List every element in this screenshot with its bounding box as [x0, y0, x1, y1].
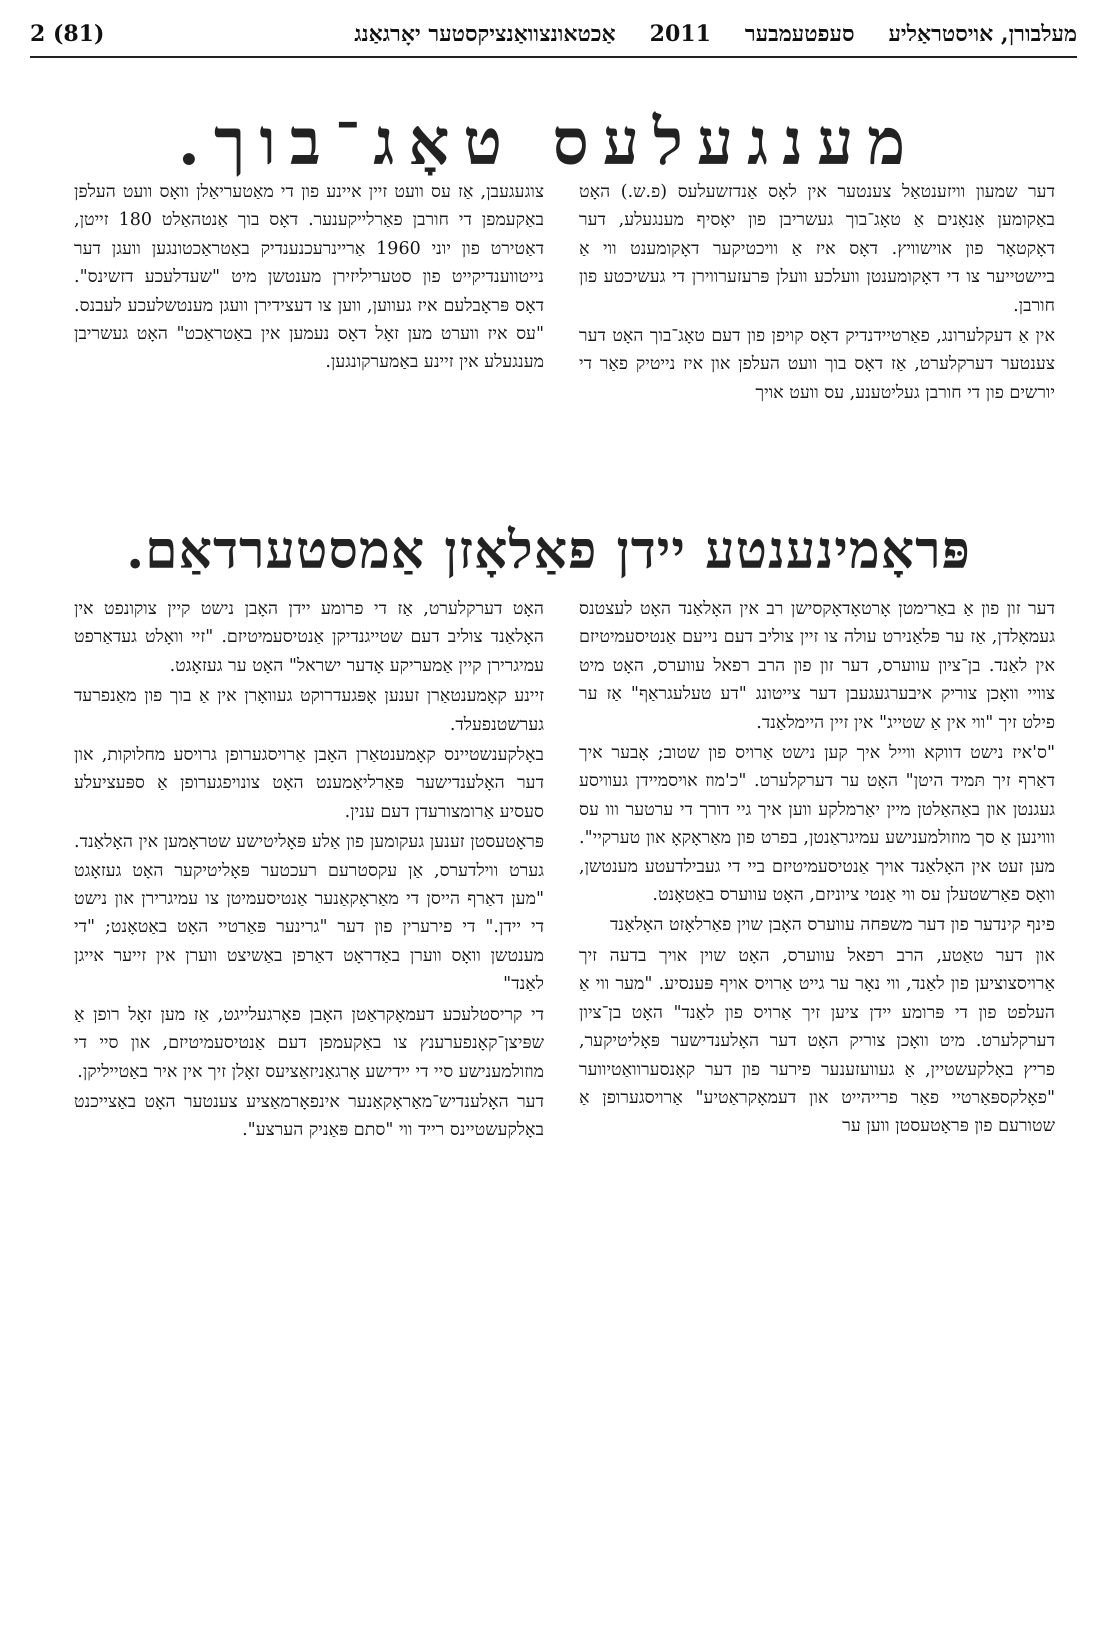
- article2-headline: פּראָמינענטע יידן פאַלאָזן אַמסטערדאַם.: [126, 520, 971, 581]
- running-header: [30, 12, 1077, 58]
- article2-left-paragraph: די קריסטלעכע דעמאָקראַטן האָבן פאָרגעלייגט, אַז מען זאָל רופן אַ שפּיצן־קאָנפערענץ צו באַקעמפן דעם אַנטיסעמיטיזם, און סיי די מוזולמענישע סיי די יידישע אָרגאַניזאַציעס זאָלן זיך אין איר באַטייליקן.: [74, 1004, 544, 1082]
- article2-left-paragraph: פּראָטעסטן זענען געקומען פון אַלע פּאָליטישע שטראָמען אין האָלאַנד. גערט ווילדערס, אַן עקסטרעם רעכטער פּאָליטיקער האָט געזאָגט "מען דאַרף הייסן די מאַראָקאַנער אַנטיסעמיטן צו עמיגרירן און נישט די יידן." די פירערין פון דער "גרינער פּאַרטיי האָט באַטאָנט; "די מענטשן וואָס ווערן באַדראָט דאַרפן באַשיצט ווערן אין זייער אייגן לאַנד": [74, 832, 544, 995]
- header-items: [354, 21, 1077, 47]
- header-year: 2011: [649, 21, 711, 47]
- article2-right-column: [579, 595, 1055, 1595]
- article1-right-column: [579, 178, 1055, 504]
- article1-headline: מענגעלעס טאָג־בוך.: [177, 105, 920, 180]
- article2-left-paragraph: האָט דערקלערט, אַז די פרומע יידן האָבן נישט קיין צוקונפט אין האָלאַנד צוליב דעם שטייגנדיקן אַנטיסעמיטיזם. "זיי וואָלט געדאַרפט עמיגרירן קיין אַמעריקע אָדער ישראל" האָט ער געזאָגט.: [74, 599, 544, 676]
- article2-right-paragraph: און דער טאַטע, הרב רפאל עווערס, האָט שוין אויך בדעה זיך אַרויסצוציען פון לאַנד, ווי נאָר ער גייט אַרויס אויף פּענסיע. "מער ווי אַ העלפט פון די פּרומע יידן ציען זיך אַרויס פון לאַנד" האָט בן־ציון דערקלערט. מיט וואָכן צוריק האָט דער האָלענדישער פּאָליטיקער, פריץ באָלקעשטיין, אַ געוועזענער פירער פון דער קאָנסערוואַטיווער "פאָלקספּאַרטיי פאַר פרייהייט און דעמאָקראַטיע" אַרויסגערופן אַ שטורעם פון פּראָטעסטן ווען ער: [579, 945, 1055, 1137]
- article1-right-paragraph: אין אַ דעקלערונג, פאַרטיידנדיק דאָס קויפן פון דעם טאָג־בוך האָט דער צענטער דערקלערט, אַז דאָס בוך וועט העלפן און איז נייטיק פאַר די יורשים פון די חורבן געליטענע, עס וועט אויך: [579, 326, 1055, 403]
- article2-left-paragraph: דער האָלענדיש־מאַראָקאַנער אינפאָרמאַציע צענטער האָט באַצייכנט באָלקעשטיינס רייד ווי "סתם פּאַניק הערצע".: [74, 1091, 544, 1141]
- header-month: סעפטעמבער: [744, 21, 855, 47]
- article2-left-paragraph: באָלקענשטיינס קאָמענטאַרן האָבן אַרויסגערופן גרויסע מחלוקות, און דער האָלענדישער פּאַרליאַמענט האָט צונויפגערופן אַ ספּעציעלע סעסיע אַרומצורעדן דעם ענין.: [74, 745, 544, 822]
- article1-right-paragraph: דער שמעון וויזענטאַל צענטער אין לאָס אַנדזשעלעס (פ.ש.) האָט באַקומען אַנאָנים אַ טאָג־בוך געשריבן פון יאָסיף מענגעלע, דער דאָקטאָר פון אוישוויץ. דאָס איז אַ וויכטיקער דאָקומענט ווי אַ ביישטייער צו די דאָקומענטן וועלכע וועלן פּרעזערווירן די געשיכטע פון חורבן.: [579, 182, 1055, 316]
- article2-right-paragraph: דער זון פון אַ באַרימטן אָרטאָדאָקסישן רב אין האָלאַנד האָט לעצטנס געמאָלדן, אַז ער פּלאַנירט עולה צו זיין צוליב דעם נייעם אַנטיסעמיטיזם אין לאַנד. בן־ציון עווערס, דער זון פון הרב רפאל עווערס, האָט מיט צוויי וואָכן צוריק איבערגעגעבן דער צייטונג "דע טעלעגראַף" אַז ער פילט זיך "ווי אין אַ שטייג" אין זיין היימלאַנד.: [579, 599, 1055, 733]
- article1-left-paragraph: צוגעגעבן, אַז עס וועט זיין איינע פון די מאַטעריאַלן וואָס וועט העלפן באַקעמפן די חורבן פאַרלייקענער. דאָס בוך אַנטהאַלט 180 זייטן, דאַטירט פון יוני 1960 אַריינרעכנענדיק באַטראַכטונגען וועגן דער נייטווענדיקייט פון סטעריליזירן מענטשן מיט "שעדלעכע דזשינס". דאָס פּראָבלעם איז געווען, ווען צו דעצידירן וועגן מענטשלעכע לעבנס. "עס איז ווערט מען זאָל דאָס נעמען אין באַטראַכט" האָט געשריבן מענגעלע אין זיינע באַמערקונגען.: [74, 182, 544, 373]
- article1-left-column: [74, 178, 544, 488]
- header-publication: אַכטאונצוואַנציקסטער יאָרגאַנג: [354, 21, 616, 47]
- article2-left-paragraph: זיינע קאָמענטאַרן זענען אָפּגעדרוקט געוואָרן אין אַ בוך פון מאַנפרעד גערשטנפעלד.: [74, 686, 544, 735]
- article2-right-paragraph: "ס'איז נישט דווקא ווייל איך קען נישט אַרויס פון שטוב; אָבער איך דאַרף זיך תּמיד היטן" האָט ער דערקלערט. "כ'מוז אויסמיידן געוויסע געגנטן און באַהאַלטן מיין יאַרמלקע ווען איך גיי דורך די ערטער ווו עס וווינען אַ סך מוזולמענישע עמיגראַנטן, בפרט פון מאַראָקאָ און טערקיי". מען זעט אין האָלאַנד אויך אַנטיסעמיטיזם ביי די געבילדעטע מענטשן, וואָס פאַרשטעלן עס ווי אַנטי ציוניזם, האָט עווערס באַטאָנט.: [579, 743, 1055, 906]
- article2-right-paragraph: פינף קינדער פון דער משפּחה עווערס האָבן שוין פאַרלאָזט האָלאַנד: [610, 915, 1055, 936]
- header-page-number: 2 (81): [30, 21, 105, 47]
- article2-left-column: [74, 595, 544, 1595]
- header-dateline: מעלבורן, אויסטראַליע: [888, 21, 1077, 47]
